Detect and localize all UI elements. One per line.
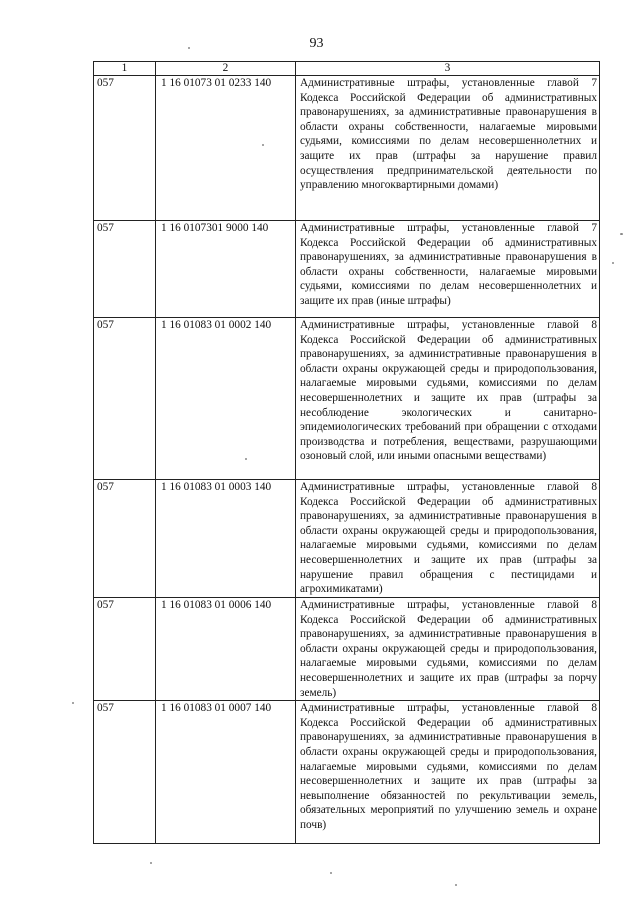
description-cell: Административные штрафы, установленные главой 7 Кодекса Российской Федерации об административных правонарушениях, за административные правонарушения в области охраны собственности, налагаемые мировыми судьями, комиссиями по делам несовершеннолетних и защите их прав (иные штрафы): [296, 221, 600, 318]
budget-code-cell: 1 16 01083 01 0003 140: [156, 480, 296, 598]
scan-speck: [150, 862, 152, 864]
description-cell: Административные штрафы, установленные главой 8 Кодекса Российской Федерации об административных правонарушениях, за административные правонарушения в области охраны окружающей среды и природопользования, налагаемые мировыми судьями, комиссиями по делам несовершеннолетних и защите их прав (штрафы за несоблюдение экологических и санитарно-эпидемиологических требований при обращении с отходами производства и потребления, веществами, разрушающими озоновый слой, или иными опасными веществами): [296, 318, 600, 480]
table-row: [94, 598, 600, 701]
page-number: 93: [309, 36, 324, 51]
admin-code-cell: 057: [94, 76, 156, 221]
table-row: [94, 318, 600, 480]
admin-code-cell: 057: [94, 701, 156, 844]
scan-speck: [262, 144, 264, 146]
table-row: [94, 76, 600, 221]
table-header: [94, 62, 600, 76]
admin-code-cell: 057: [94, 480, 156, 598]
scan-speck: [188, 47, 190, 49]
column-header-1: 1: [94, 62, 156, 76]
description-cell: Административные штрафы, установленные главой 8 Кодекса Российской Федерации об административных правонарушениях, за административные правонарушения в области охраны окружающей среды и природопользования, налагаемые мировыми судьями, комиссиями по делам несовершеннолетних и защите их прав (штрафы за порчу земель): [296, 598, 600, 701]
fines-table: [93, 61, 600, 844]
table-body: [94, 76, 600, 844]
budget-code-cell: 1 16 0107301 9000 140: [156, 221, 296, 318]
scan-speck: [455, 884, 457, 886]
scan-speck: [245, 458, 247, 460]
column-header-2: 2: [156, 62, 296, 76]
scan-speck: [72, 702, 74, 704]
admin-code-cell: 057: [94, 318, 156, 480]
table-row: [94, 480, 600, 598]
budget-code-cell: 1 16 01083 01 0002 140: [156, 318, 296, 480]
header-row: [94, 62, 600, 76]
scan-speck: [330, 872, 332, 874]
admin-code-cell: 057: [94, 598, 156, 701]
budget-code-cell: 1 16 01083 01 0007 140: [156, 701, 296, 844]
scan-speck: [612, 262, 614, 264]
description-cell: Административные штрафы, установленные главой 8 Кодекса Российской Федерации об административных правонарушениях, за административные правонарушения в области охраны окружающей среды и природопользования, налагаемые мировыми судьями, комиссиями по делам несовершеннолетних и защите их прав (штрафы за нарушение правил обращения с пестицидами и агрохимикатами): [296, 480, 600, 598]
budget-code-cell: 1 16 01073 01 0233 140: [156, 76, 296, 221]
admin-code-cell: 057: [94, 221, 156, 318]
table-row: [94, 701, 600, 844]
column-header-3: 3: [296, 62, 600, 76]
scan-speck: [620, 233, 623, 235]
description-cell: Административные штрафы, установленные главой 7 Кодекса Российской Федерации об административных правонарушениях, за административные правонарушения в области охраны собственности, налагаемые мировыми судьями, комиссиями по делам несовершеннолетних и защите их прав (штрафы за нарушение правил осуществления предпринимательской деятельности по управлению многоквартирными домами): [296, 76, 600, 221]
table-row: [94, 221, 600, 318]
budget-code-cell: 1 16 01083 01 0006 140: [156, 598, 296, 701]
description-cell: Административные штрафы, установленные главой 8 Кодекса Российской Федерации об административных правонарушениях, за административные правонарушения в области охраны окружающей среды и природопользования, налагаемые мировыми судьями, комиссиями по делам несовершеннолетних и защите их прав (штрафы за невыполнение обязанностей по рекультивации земель, обязательных мероприятий по улучшению земель и охране почв): [296, 701, 600, 844]
